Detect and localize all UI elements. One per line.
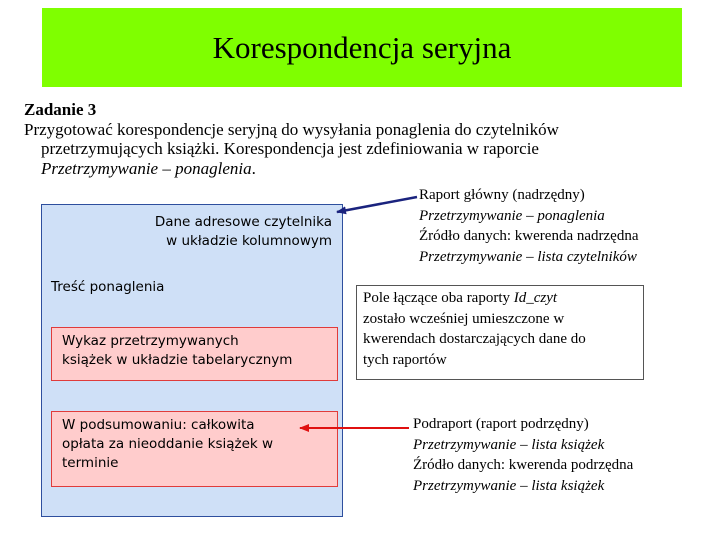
sub-report-label: Podraport (raport podrzędny) <box>413 416 589 432</box>
main-report-arrow <box>337 197 417 212</box>
main-report-source: Źródło danych: kwerenda nadrzędna <box>419 228 639 244</box>
link-note-text: Pole łączące oba raporty <box>363 290 514 306</box>
main-report-name: Przetrzymywanie – ponaglenia <box>419 207 605 224</box>
sub-report-name: Przetrzymywanie – lista książek <box>413 436 605 453</box>
address-line-2: w układzie kolumnowym <box>166 233 332 249</box>
task-line-2: przetrzymujących książki. Korespondencja jest zdefiniowania w raporcie <box>41 139 539 158</box>
link-note-line-2: zostało wcześniej umieszczone w <box>363 310 565 327</box>
link-note-line-3: kwerendach dostarczających dane do <box>363 331 586 347</box>
link-note-line-4: tych raportów <box>363 351 447 368</box>
summary-line-2: opłata za nieoddanie książek w <box>62 436 274 452</box>
sub-report-source: Źródło danych: kwerenda podrzędna <box>413 457 634 473</box>
page-title: Korespondencja seryjna <box>212 30 512 65</box>
task-line-1: Przygotować korespondencje seryjną do wysyłania ponaglenia do czytelników <box>24 119 559 139</box>
reminder-body: Treść ponaglenia <box>51 279 165 295</box>
books-line-2: książek w układzie tabelarycznym <box>62 352 293 368</box>
summary-line-1: W podsumowaniu: całkowita <box>62 417 255 433</box>
task-line-3-end: . <box>251 158 256 178</box>
sub-report-query: Przetrzymywanie – lista książek <box>413 477 605 494</box>
main-report-query: Przetrzymywanie – lista czytelników <box>419 248 637 265</box>
task-heading: Zadanie 3 <box>24 100 97 119</box>
address-line-1: Dane adresowe czytelnika <box>154 214 332 230</box>
summary-line-3: terminie <box>62 455 119 471</box>
task-report-name: Przetrzymywanie – ponaglenia <box>41 158 252 178</box>
main-report-label: Raport główny (nadrzędny) <box>419 187 585 203</box>
books-line-1: Wykaz przetrzymywanych <box>62 333 239 349</box>
link-field-name: Id_czyt <box>513 290 558 306</box>
